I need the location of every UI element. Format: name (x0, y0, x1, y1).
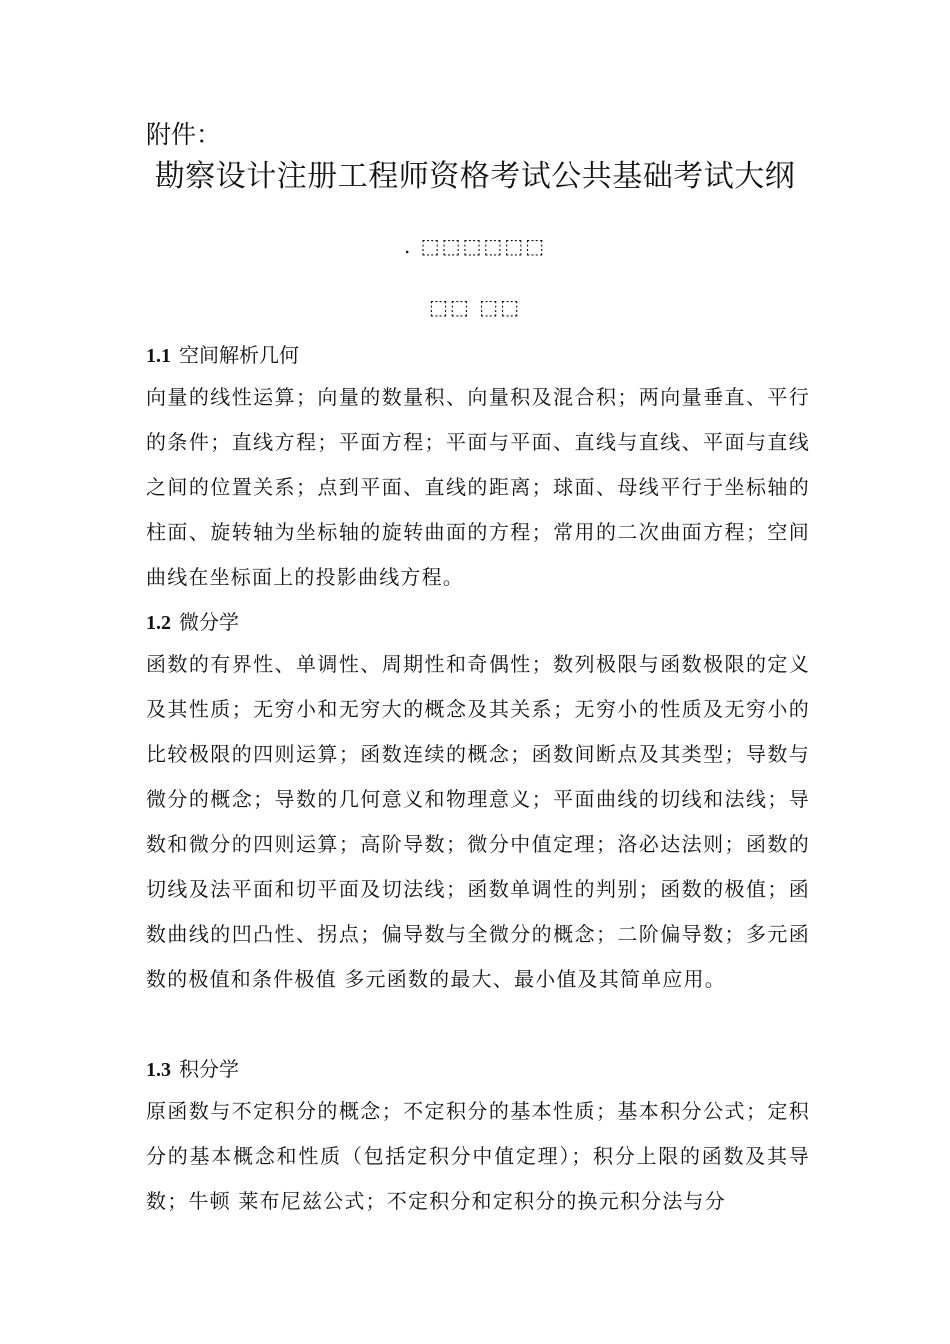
section-body: 原函数与不定积分的概念；不定积分的基本性质；基本积分公式；定积分的基本概念和性质（包括定积分中值定理）；积分上限的函数及其导数；牛顿 莱布尼兹公式；不定积分和定积分的换元积分法与分 (146, 1099, 810, 1213)
section-body: 向量的线性运算；向量的数量积、向量积及混合积；两向量垂直、平行的条件；直线方程；平面方程；平面与平面、直线与直线、平面与直线之间的位置关系；点到平面、直线的距离；球面、母线平行于坐标轴的柱面、旋转轴为坐标轴的旋转曲面的方程；常用的二次曲面方程；空间曲线在坐标面上的投影曲线方程。 (146, 385, 810, 589)
garbled-subheading: . ⬚⬚⬚⬚⬚⬚ (403, 234, 547, 258)
section-heading (146, 341, 299, 370)
section-number: 1.1 (146, 345, 171, 367)
garbled-chapter-heading: ⬚⬚ ⬚⬚ (429, 295, 521, 319)
section-title: 积分学 (179, 1057, 239, 1081)
section-number: 1.3 (146, 1059, 171, 1081)
section-heading (146, 608, 239, 637)
section-title: 微分学 (179, 610, 239, 634)
section-title: 空间解析几何 (179, 343, 299, 367)
section-body: 函数的有界性、单调性、周期性和奇偶性；数列极限与函数极限的定义及其性质；无穷小和无穷大的概念及其关系；无穷小的性质及无穷小的比较极限的四则运算；函数连续的概念；函数间断点及其类型；导数与微分的概念；导数的几何意义和物理意义；平面曲线的切线和法线；导数和微分的四则运算；高阶导数；微分中值定理；洛必达法则；函数的切线及法平面和切平面及切法线；函数单调性的判别；函数的极值；函数曲线的凹凸性、拐点；偏导数与全微分的概念；二阶偏导数；多元函数的极值和条件极值 多元函数的最大、最小值及其简单应用。 (146, 652, 810, 991)
section-number: 1.2 (146, 612, 171, 634)
document-title: 勘察设计注册工程师资格考试公共基础考试大纲 (154, 159, 796, 194)
attachment-label: 附件： (146, 120, 222, 149)
section-heading (146, 1055, 239, 1084)
